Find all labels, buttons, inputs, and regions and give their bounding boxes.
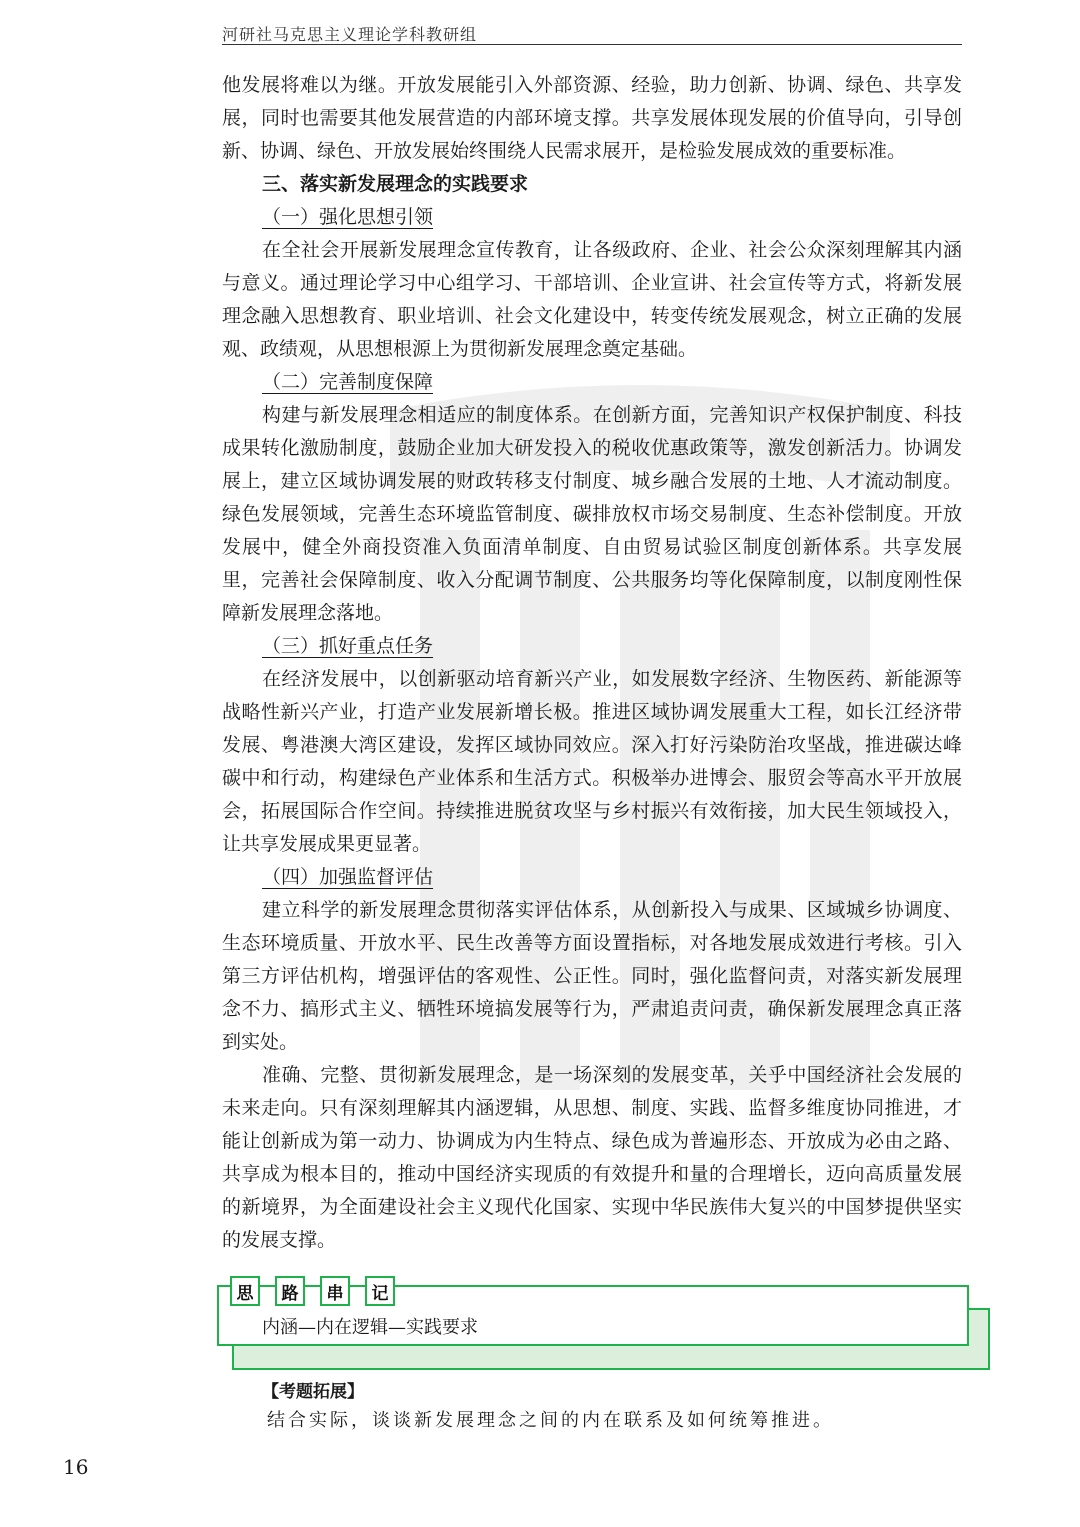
extension-question: 结合实际，谈谈新发展理念之间的内在联系及如何统筹推进。: [267, 1410, 834, 1431]
summary-box-tabs: [230, 1276, 395, 1306]
extension-title: 【考题拓展】: [262, 1382, 364, 1402]
subsection-heading-1: （一）强化思想引领: [262, 206, 434, 228]
main-content: [222, 69, 962, 1257]
subsection-text-1: 在全社会开展新发展理念宣传教育，让各级政府、企业、社会公众深刻理解其内涵与意义。通过理论学习中心组学习、干部培训、企业宣讲、社会宣传等方式，将新发展理念融入思想教育、职业培训、社会文化建设中，转变传统发展观念，树立正确的发展观、政绩观，从思想根源上为贯彻新发展理念奠定基础。: [222, 239, 962, 360]
section-heading: 三、落实新发展理念的实践要求: [262, 173, 529, 195]
subsection-text-3: 在经济发展中，以创新驱动培育新兴产业，如发展数字经济、生物医药、新能源等战略性新兴产业，打造产业发展新增长极。推进区域协调发展重大工程，如长江经济带发展、粤港澳大湾区建设，发挥区域协同效应。深入打好污染防治攻坚战，推进碳达峰碳中和行动，构建绿色产业体系和生活方式。积极举办进博会、服贸会等高水平开放展会，拓展国际合作空间。持续推进脱贫攻坚与乡村振兴有效衔接，加大民生领域投入，让共享发展成果更显著。: [222, 668, 962, 855]
subsection-heading-2: （二）完善制度保障: [262, 371, 434, 393]
subsection-text-4: 建立科学的新发展理念贯彻落实评估体系，从创新投入与成果、区域城乡协调度、生态环境质量、开放水平、民生改善等方面设置指标，对各地发展成效进行考核。引入第三方评估机构，增强评估的客观性、公正性。同时，强化监督问责，对落实新发展理念不力、搞形式主义、牺牲环境搞发展等行为，严肃追责问责，确保新发展理念真正落到实处。: [222, 899, 962, 1053]
header-rule: [222, 44, 962, 45]
conclusion-paragraph: 准确、完整、贯彻新发展理念，是一场深刻的发展变革，关乎中国经济社会发展的未来走向。只有深刻理解其内涵逻辑，从思想、制度、实践、监督多维度协同推进，才能让创新成为第一动力、协调成为内生特点、绿色成为普遍形态、开放成为必由之路、共享成为根本目的，推动中国经济实现质的有效提升和量的合理增长，迈向高质量发展的新境界，为全面建设社会主义现代化国家、实现中华民族伟大复兴的中国梦提供坚实的发展支撑。: [222, 1064, 962, 1251]
summary-box-text: 内涵—内在逻辑—实践要求: [262, 1317, 478, 1338]
summary-tab-2: 路: [275, 1276, 305, 1306]
subsection-heading-4: （四）加强监督评估: [262, 866, 434, 888]
subsection-text-2: 构建与新发展理念相适应的制度体系。在创新方面，完善知识产权保护制度、科技成果转化激励制度，鼓励企业加大研发投入的税收优惠政策等，激发创新活力。协调发展上，建立区域协调发展的财政转移支付制度、城乡融合发展的土地、人才流动制度。绿色发展领域，完善生态环境监管制度、碳排放权市场交易制度、生态补偿制度。开放发展中，健全外商投资准入负面清单制度、自由贸易试验区制度创新体系。共享发展里，完善社会保障制度、收入分配调节制度、公共服务均等化保障制度，以制度刚性保障新发展理念落地。: [222, 404, 962, 624]
paragraph-continued: 他发展将难以为继。开放发展能引入外部资源、经验，助力创新、协调、绿色、共享发展，同时也需要其他发展营造的内部环境支撑。共享发展体现发展的价值导向，引导创新、协调、绿色、开放发展始终围绕人民需求展开，是检验发展成效的重要标准。: [222, 74, 962, 162]
summary-tab-3: 串: [320, 1276, 350, 1306]
running-header: 河研社马克思主义理论学科教研组: [222, 25, 478, 44]
summary-tab-1: 思: [230, 1276, 260, 1306]
page-number: 16: [63, 1455, 89, 1479]
summary-tab-4: 记: [365, 1276, 395, 1306]
subsection-heading-3: （三）抓好重点任务: [262, 635, 434, 657]
